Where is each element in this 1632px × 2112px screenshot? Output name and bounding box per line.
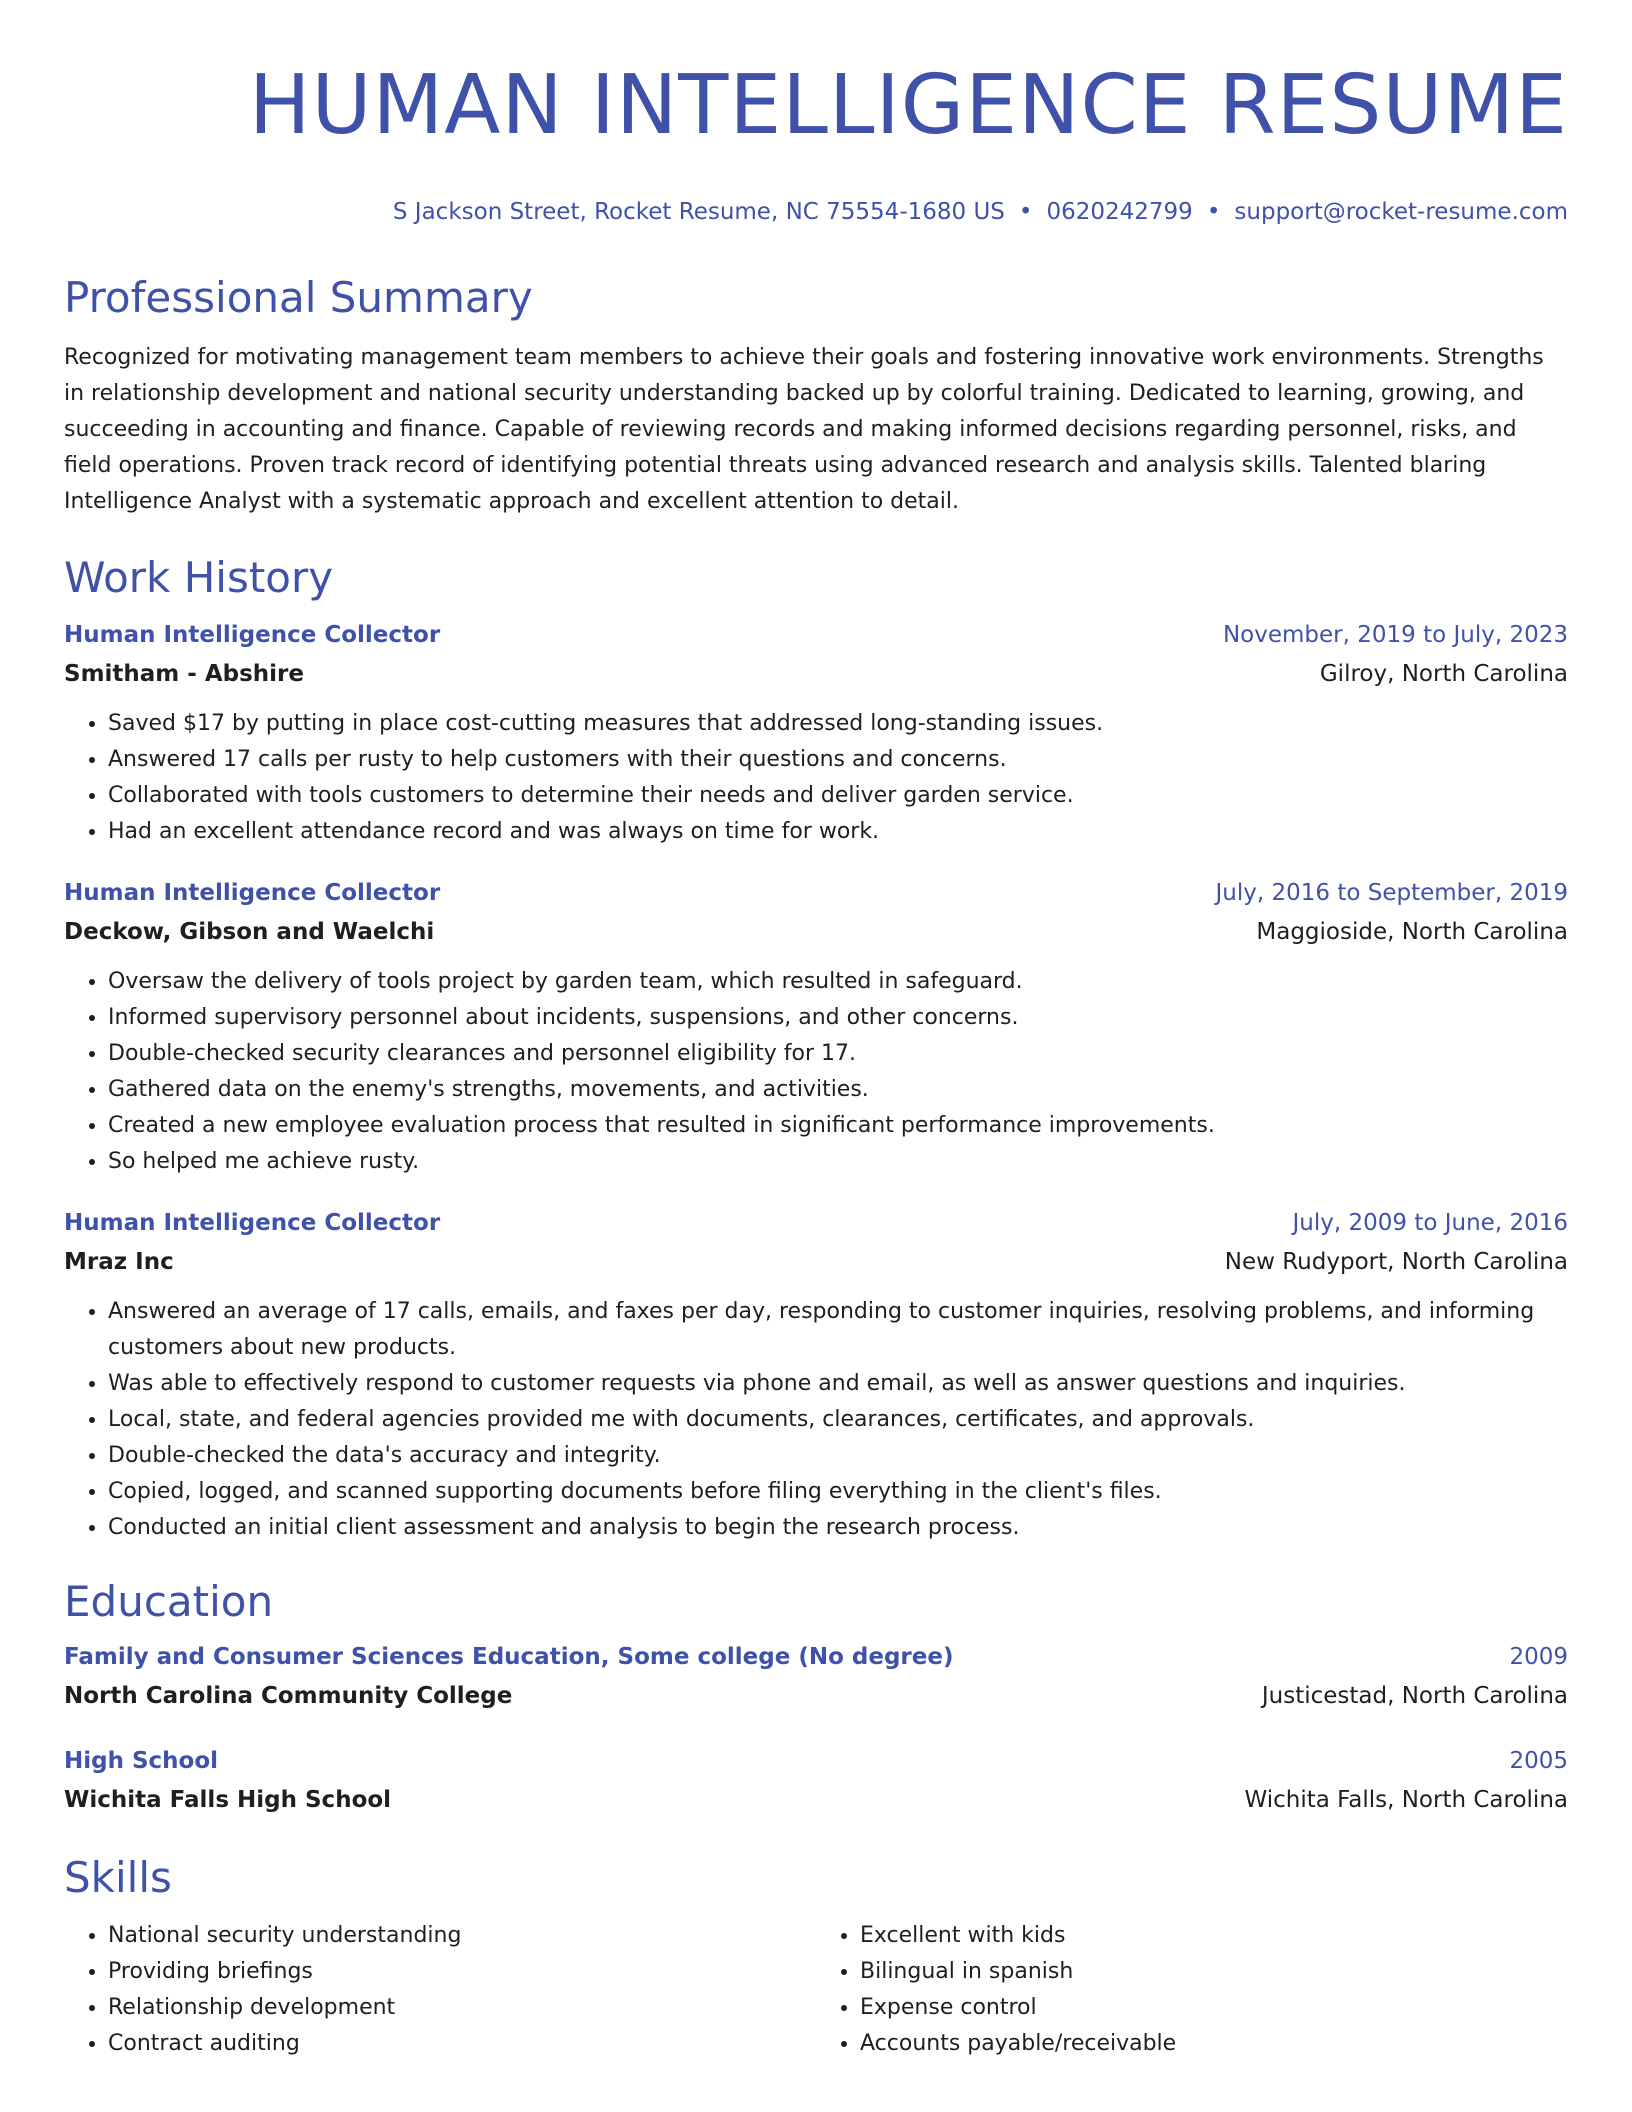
job-location: Maggioside, North Carolina xyxy=(1256,919,1568,945)
job-dates: July, 2009 to June, 2016 xyxy=(1292,1210,1568,1236)
bullet-item: • Collaborated with tools customers to determine their needs and deliver garden service. xyxy=(108,778,1568,814)
skill-item: • National security understanding xyxy=(108,1918,816,1954)
section-title-education: Education xyxy=(64,1577,274,1626)
job-title: Human Intelligence Collector xyxy=(64,1210,441,1236)
job-dates: July, 2016 to September, 2019 xyxy=(1215,880,1568,906)
education-location: Wichita Falls, North Carolina xyxy=(1244,1787,1568,1813)
bullet-item: • Answered an average of 17 calls, emails, and faxes per day, responding to customer inquiries, resolving problems, and informing customers about new products. xyxy=(108,1294,1568,1366)
education-year: 2009 xyxy=(1509,1644,1568,1670)
job-company: Smitham - Abshire xyxy=(64,661,304,687)
skill-item: • Providing briefings xyxy=(108,1954,816,1990)
job-company: Mraz Inc xyxy=(64,1249,174,1275)
job-entry xyxy=(64,874,1568,1180)
job-bullets xyxy=(64,706,1568,850)
bullet-item: • Oversaw the delivery of tools project by garden team, which resulted in safeguard. xyxy=(108,964,1568,1000)
bullet-item: • Saved $17 by putting in place cost-cutting measures that addressed long-standing issues. xyxy=(108,706,1568,742)
skill-item: • Excellent with kids xyxy=(860,1918,1568,1954)
skill-item: • Bilingual in spanish xyxy=(860,1954,1568,1990)
education-entry xyxy=(64,1638,1568,1716)
bullet-item: • Created a new employee evaluation process that resulted in significant performance improvements. xyxy=(108,1108,1568,1144)
contact-line xyxy=(64,196,1568,228)
bullet-item: • Was able to effectively respond to customer requests via phone and email, as well as answer questions and inquiries. xyxy=(108,1366,1568,1402)
skill-item: • Contract auditing xyxy=(108,2026,816,2062)
job-bullets xyxy=(64,1294,1568,1546)
skills-column-left xyxy=(64,1918,816,2062)
job-entry xyxy=(64,616,1568,850)
section-title-skills: Skills xyxy=(64,1853,172,1902)
bullet-item: • Double-checked the data's accuracy and integrity. xyxy=(108,1438,1568,1474)
education-location: Justicestad, North Carolina xyxy=(1261,1683,1568,1709)
job-bullets xyxy=(64,964,1568,1180)
job-dates: November, 2019 to July, 2023 xyxy=(1222,622,1568,648)
bullet-item: • Informed supervisory personnel about incidents, suspensions, and other concerns. xyxy=(108,1000,1568,1036)
education-year: 2005 xyxy=(1509,1748,1568,1774)
summary-text: Recognized for motivating management team members to achieve their goals and fostering innovative work environments. Strengths in relationship development and national security understanding backed up by colorful training. Dedicated to learning, growing, and succeeding in accounting and finance. Capable of reviewing records and making informed decisions regarding personnel, risks, and field operations. Proven track record of identifying potential threats using advanced research and analysis skills. Talented blaring Intelligence Analyst with a systematic approach and excellent attention to detail. xyxy=(64,345,1544,514)
bullet-item: • Double-checked security clearances and personnel eligibility for 17. xyxy=(108,1036,1568,1072)
bullet-item: • Conducted an initial client assessment and analysis to begin the research process. xyxy=(108,1510,1568,1546)
contact-address: S Jackson Street, Rocket Resume, NC 75554-1680 US xyxy=(392,199,1005,225)
resume-name: HUMAN INTELLIGENCE RESUME xyxy=(248,58,1568,153)
contact-separator: • xyxy=(1018,199,1033,225)
education-school: North Carolina Community College xyxy=(64,1683,513,1709)
job-location: New Rudyport, North Carolina xyxy=(1224,1249,1568,1275)
skills-grid xyxy=(64,1918,1568,2062)
job-title: Human Intelligence Collector xyxy=(64,880,441,906)
bullet-item: • Had an excellent attendance record and was always on time for work. xyxy=(108,814,1568,850)
education-degree: Family and Consumer Sciences Education, Some college (No degree) xyxy=(64,1644,954,1670)
education-degree: High School xyxy=(64,1748,219,1774)
section-title-summary: Professional Summary xyxy=(64,273,533,322)
education-school: Wichita Falls High School xyxy=(64,1787,392,1813)
section-title-work-history: Work History xyxy=(64,553,334,602)
skills-column-right xyxy=(816,1918,1568,2062)
job-location: Gilroy, North Carolina xyxy=(1319,661,1568,687)
contact-email: support@rocket-resume.com xyxy=(1234,199,1568,225)
job-entry xyxy=(64,1204,1568,1546)
bullet-item: • Answered 17 calls per rusty to help customers with their questions and concerns. xyxy=(108,742,1568,778)
bullet-item: • So helped me achieve rusty. xyxy=(108,1144,1568,1180)
contact-separator: • xyxy=(1206,199,1221,225)
education-entry xyxy=(64,1742,1568,1820)
skill-item: • Accounts payable/receivable xyxy=(860,2026,1568,2062)
job-title: Human Intelligence Collector xyxy=(64,622,441,648)
skill-item: • Relationship development xyxy=(108,1990,816,2026)
bullet-item: • Gathered data on the enemy's strengths, movements, and activities. xyxy=(108,1072,1568,1108)
skill-item: • Expense control xyxy=(860,1990,1568,2026)
contact-phone: 0620242799 xyxy=(1046,199,1193,225)
job-company: Deckow, Gibson and Waelchi xyxy=(64,919,435,945)
bullet-item: • Copied, logged, and scanned supporting documents before filing everything in the client's files. xyxy=(108,1474,1568,1510)
bullet-item: • Local, state, and federal agencies provided me with documents, clearances, certificates, and approvals. xyxy=(108,1402,1568,1438)
